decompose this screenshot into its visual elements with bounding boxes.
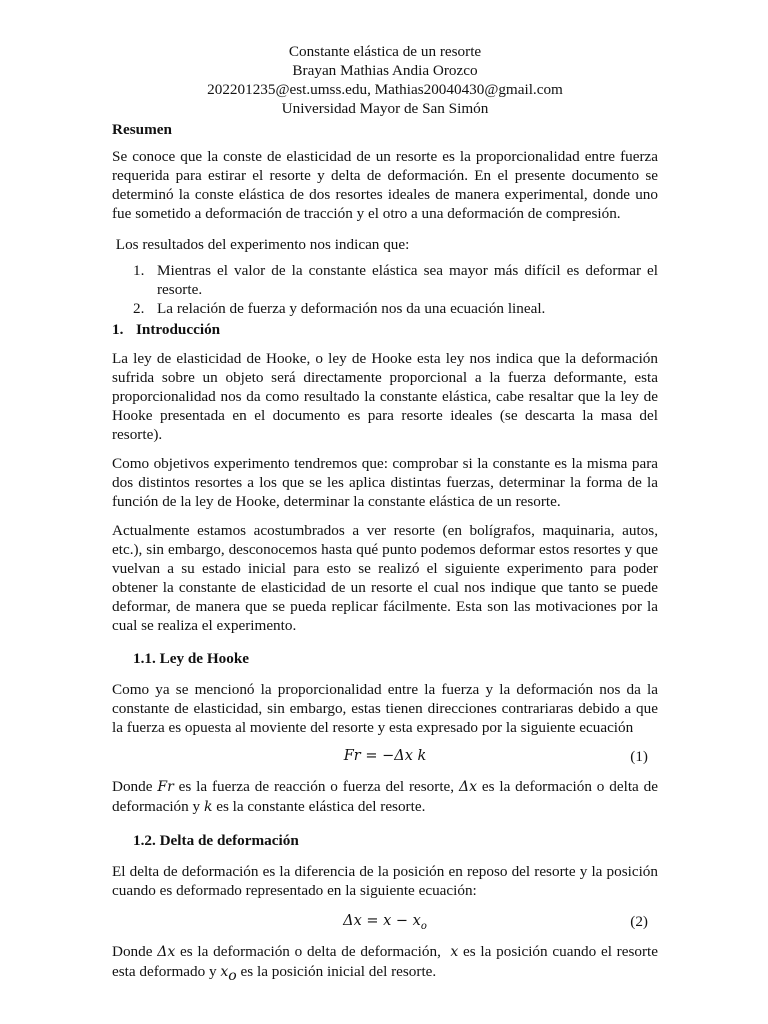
equation-1-expression: Fr = −Δx k: [343, 748, 427, 764]
section-heading-introduccion: [112, 320, 658, 339]
hooke-paragraph-1: Como ya se mencionó la proporcionalidad entre la fuerza y la deformación nos da la constante de elasticidad, sin embargo, estas tienen direcciones contrariaras debido a que la fuerza es opuesta al moviente del resorte y esta expresado por la siguiente ecuación: [112, 681, 658, 736]
paper-title: Constante elástica de un resorte: [288, 43, 482, 60]
subsection-heading-delta-de-deformacion: 1.2. Delta de deformación: [133, 832, 299, 849]
text-run: es la deformación o delta de deformación y: [112, 778, 658, 815]
intro-paragraph-3: Actualmente estamos acostumbrados a ver resorte (en bolígrafos, maquinaria, autos, etc.), sin embargo, desconocemos hasta qué punto podemos deformar estos resortes y que vuelvan a su estado inicial para esto se realizó el siguiente experimento para poder obtener la constante de elasticidad de un resorte el cual nos indique que tanto se puede deformar, de manera que se pueda replicar fácilmente. Esta son las motivaciones por la cual se realiza el experimento.: [112, 522, 658, 634]
subsection-heading-ley-de-hooke: 1.1. Ley de Hooke: [133, 650, 250, 667]
equation-2-subscript: o: [420, 920, 427, 932]
paper-emails: 202201235@est.umss.edu, Mathias20040430@gmail.com: [207, 81, 563, 98]
list-item-number: 2.: [133, 300, 145, 317]
paper-header: [112, 42, 658, 118]
resumen-paragraph-2: Los resultados del experimento nos indican que:: [112, 236, 410, 253]
resumen-heading: Resumen: [112, 121, 172, 138]
paper-author: Brayan Mathias Andia Orozco: [292, 62, 478, 79]
intro-paragraph-2: Como objetivos experimento tendremos que: comprobar si la constante es la misma para dos distintos resortes a los que se les aplica distintas fuerzas, determinar la forma de la función de la ley de Hooke, determinar la constante elástica de un resorte.: [112, 455, 658, 510]
equation-1: [112, 747, 658, 769]
text-run: es la fuerza de reacción o fuerza del resorte,: [173, 778, 459, 795]
hooke-definition-paragraph: [112, 777, 658, 817]
math-var-fr: Fr: [157, 779, 174, 795]
intro-paragraph-1: La ley de elasticidad de Hooke, o ley de Hooke esta ley nos indica que la deformación sufrida sobre un objeto será directamente proporcional a la fuerza deformante, esta proporcionalidad nos da como resultado la constante elástica, cabe resaltar que la ley de Hooke presentada en el documento es para resorte ideales (se descarta la masa del resorte).: [112, 350, 658, 443]
text-run: Donde: [112, 943, 158, 960]
math-var-delta-x: Δx: [458, 779, 477, 795]
paper-institution: Universidad Mayor de San Simón: [281, 100, 489, 117]
equation-2-number: (2): [630, 913, 648, 930]
resumen-results-list: [112, 261, 658, 318]
text-run: es la deformación o delta de deformación,: [175, 943, 451, 960]
document-content: [112, 42, 659, 985]
text-run: Donde: [112, 778, 158, 795]
text-run: es la posición inicial del resorte.: [236, 963, 437, 980]
math-var-x-o: x: [220, 964, 229, 980]
text-run: es la constante elástica del resorte.: [212, 798, 426, 815]
resumen-paragraph-1: Se conoce que la conste de elasticidad de un resorte es la proporcionalidad entre fuerza requerida para estirar el resorte y delta de deformación. En el presente documento se determinó la conste elástica de dos resortes ideales de manera experimental, donde uno fue sometido a deformación de tracción y el otro a una deformación de compresión.: [112, 148, 658, 222]
delta-definition-paragraph: [112, 942, 659, 985]
list-item: [112, 299, 658, 318]
list-item-text: Mientras el valor de la constante elástica sea mayor más difícil es deformar el resorte.: [157, 262, 658, 298]
math-var-delta-x: Δx: [157, 944, 176, 960]
list-item: [112, 261, 658, 299]
equation-2-main: Δx = x − x: [343, 913, 421, 929]
equation-1-number: (1): [630, 748, 648, 765]
list-item-number: 1.: [133, 262, 145, 279]
section-number: 1.: [112, 321, 124, 338]
equation-2: [112, 912, 658, 934]
math-subscript-o: o: [228, 968, 237, 985]
math-var-k: k: [203, 799, 213, 815]
equation-2-expression: [112, 912, 658, 931]
math-var-x: x: [450, 944, 459, 960]
section-title: Introducción: [136, 321, 221, 338]
delta-paragraph-1: El delta de deformación es la diferencia de la posición en reposo del resorte y la posición cuando es deformado representado en la siguiente ecuación:: [112, 863, 658, 899]
list-item-text: La relación de fuerza y deformación nos da una ecuación lineal.: [157, 300, 546, 317]
text-run: es la posición cuando el resorte esta deformado y: [112, 943, 659, 980]
